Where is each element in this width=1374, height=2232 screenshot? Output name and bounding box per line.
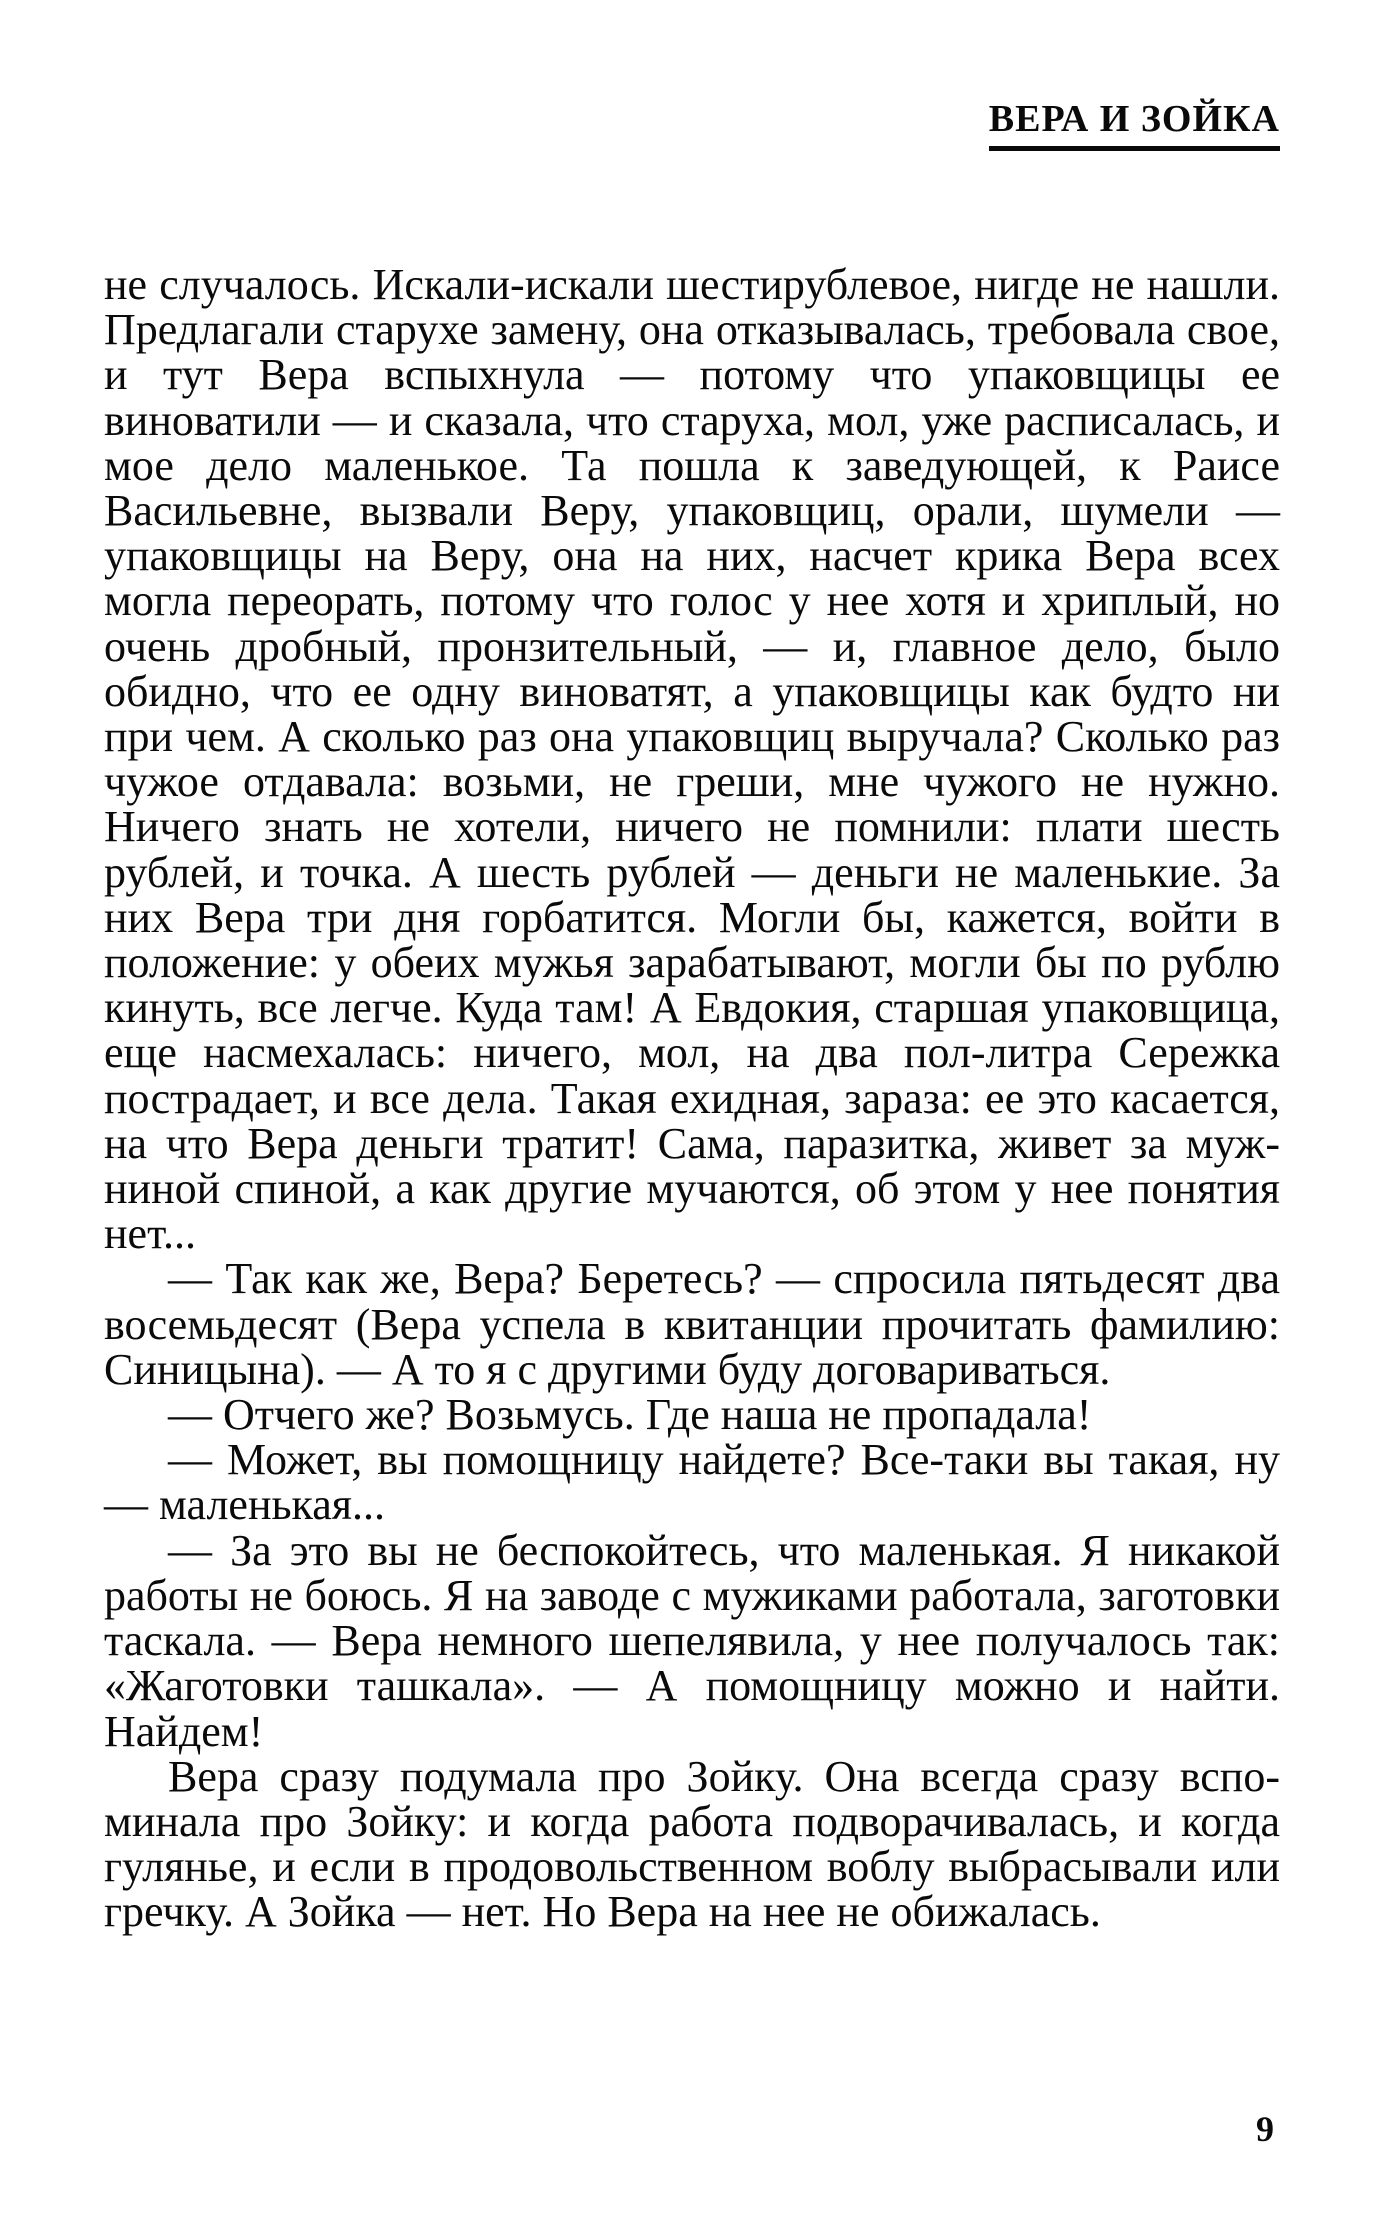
page-number: 9 xyxy=(1256,2109,1274,2149)
dialogue-paragraph: — Может, вы помощницу найдете? Все-таки вы такая, ну — маленькая... xyxy=(104,1435,1280,1530)
running-head-title: ВЕРА И ЗОЙКА xyxy=(988,98,1280,140)
running-head-rule xyxy=(989,146,1280,151)
narrative-paragraph: Вера сразу подумала про Зойку. Она всегда сразу вспоминала про Зойку: и когда работа подворачивалась, и когда гулянье, и если в продовольственном воблу выбрасывали или гречку. А Зойка — нет. Но Вера на нее не обижалась. xyxy=(104,1751,1280,1937)
dialogue-paragraph: — Отчего же? Возьмусь. Где наша не пропадала! xyxy=(168,1390,1092,1440)
dialogue-paragraph: — Так как же, Вера? Беретесь? — спросила пятьдесят два восемьдесят (Вера успела в квитанции прочитать фамилию: Синицына). — А то я с другими буду договариваться. xyxy=(104,1254,1280,1394)
paragraph-continued: не случалось. Искали-искали шестирублевое, нигде не нашли. Предлагали старухе замену, она отказывалась, требовала свое, и тут Вера вспыхнула — потому что упаковщицы ее виноватили — и сказала, что старуха, мол, уже расписалась, и мое дело маленькое. Та пошла к заведующей, к Раисе Васильевне, вызвали Веру, упаковщиц, орали, шумели — упаковщицы на Веру, она на них, насчет крика Вера всех могла переорать, потому что голос у нее хотя и хриплый, но очень дробный, пронзительный, — и, главное дело, было обидно, что ее одну виноватят, а упаковщицы как будто ни при чем. А сколько раз она упаковщиц выручала? Сколько раз чужое отдавала: возьми, не греши, мне чужого не нужно. Ничего знать не хотели, ничего не помнили: плати шесть рублей, и точка. А шесть рублей — деньги не маленькие. За них Вера три дня горбатится. Могли бы, кажется, войти в положение: у обеих мужья зарабатывают, могли бы по рублю кинуть, все легче. Куда там! А Евдокия, старшая упаковщица, еще насмехалась: ничего, мол, на два пол-литра Сережка пострадает, и все дела. Такая ехидная, зараза: ее это касается, на что Вера деньги тратит! Сама, паразитка, живет за мужниной спиной, а как другие мучаются, об этом у нее понятия нет... xyxy=(104,260,1280,1259)
body-text xyxy=(104,262,1280,1935)
running-head xyxy=(989,100,1280,151)
dialogue-paragraph: — За это вы не беспокойтесь, что маленькая. Я никакой работы не боюсь. Я на заводе с мужиками работала, заготовки таскала. — Вера немного шепелявила, у нее получалось так: «Жаготовки ташкала». — А помощницу можно и найти. Найдем! xyxy=(104,1525,1280,1756)
